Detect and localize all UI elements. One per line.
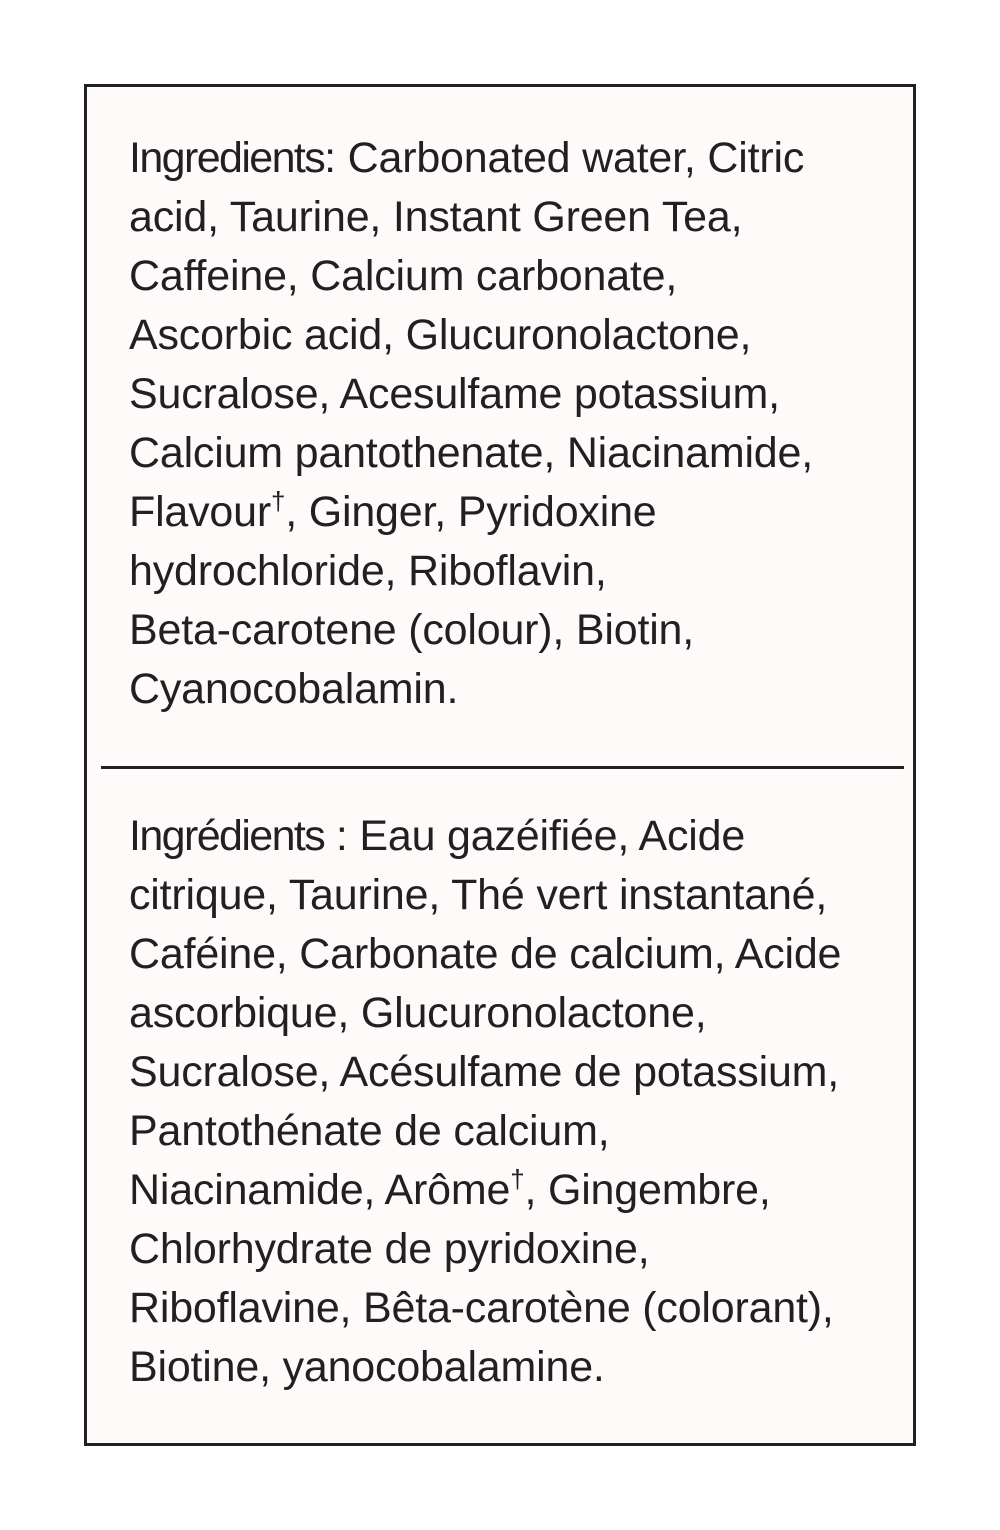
french-ingredients-section — [129, 807, 889, 1397]
english-line-2: acid, Taurine, Instant Green Tea, — [129, 193, 743, 241]
english-line-7 — [129, 483, 889, 542]
dagger-footnote-mark: † — [270, 486, 286, 516]
french-line-6: Pantothénate de calcium, — [129, 1107, 610, 1155]
english-line-9: Beta-carotene (colour), Biotin, — [129, 606, 695, 654]
french-line-2: citrique, Taurine, Thé vert instantané, — [129, 871, 828, 919]
french-ingredients-heading: Ingrédients — [129, 812, 325, 860]
english-line-1-text: : Carbonated water, Citric — [324, 134, 805, 182]
english-ingredients-section — [129, 129, 889, 719]
french-line-4: ascorbique, Glucuronolactone, — [129, 989, 707, 1037]
french-line-7-end: , Gingembre, — [524, 1166, 771, 1214]
english-line-10: Cyanocobalamin. — [129, 665, 459, 713]
english-line-8: hydrochloride, Riboflavin, — [129, 547, 607, 595]
english-line-1 — [129, 129, 889, 188]
french-line-9: Riboflavine, Bêta-carotène (colorant), — [129, 1284, 834, 1332]
english-line-7-start: Flavour — [129, 488, 271, 536]
dagger-footnote-mark: † — [510, 1164, 525, 1194]
english-line-7-end: , Ginger, Pyridoxine — [285, 488, 657, 536]
english-line-3: Caffeine, Calcium carbonate, — [129, 252, 678, 300]
english-line-6: Calcium pantothenate, Niacinamide, — [129, 429, 813, 477]
english-line-5: Sucralose, Acesulfame potassium, — [129, 370, 780, 418]
french-line-8: Chlorhydrate de pyridoxine, — [129, 1225, 650, 1273]
french-line-3: Caféine, Carbonate de calcium, Acide — [129, 930, 842, 978]
french-line-5: Sucralose, Acésulfame de potassium, — [129, 1048, 840, 1096]
french-line-10: Biotine, yanocobalamine. — [129, 1343, 605, 1391]
section-divider — [101, 766, 904, 769]
english-line-4: Ascorbic acid, Glucuronolactone, — [129, 311, 752, 359]
french-line-7-start: Niacinamide, Arôme — [129, 1166, 511, 1214]
french-line-7 — [129, 1161, 889, 1220]
ingredients-label-panel — [84, 84, 916, 1446]
english-ingredients-heading: Ingredients — [129, 134, 325, 182]
french-line-1-text: : Eau gazéifiée, Acide — [324, 812, 746, 860]
french-line-1 — [129, 807, 889, 866]
